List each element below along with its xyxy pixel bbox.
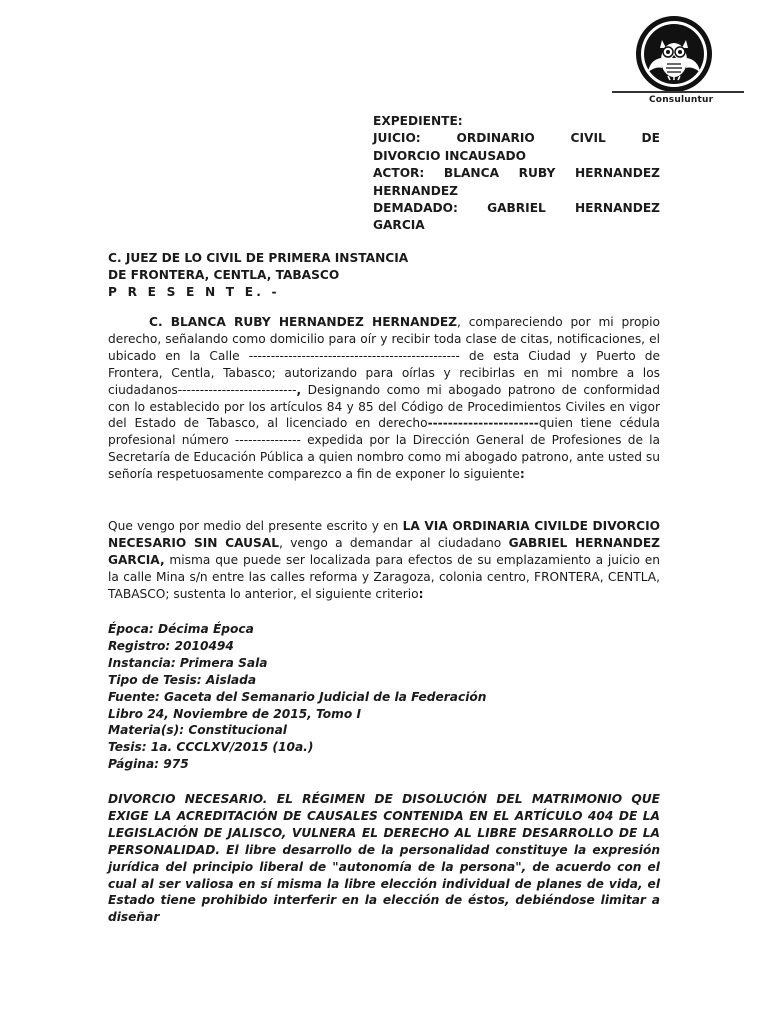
intro-text-a: , compareciendo por mi propio derecho, señalando como domicilio para oír y recibir toda clase de citas, notificaciones, el ubicado en la Calle ------------------------------------------------ de esta Ciudad y Puerto de Frontera, Centla, Tabasco; autorizando para oírlas y recibirlas en mi nombre a los ciudadanos--------------------------- bbox=[108, 315, 660, 397]
lawyer-blank: ---------------------- bbox=[427, 416, 539, 431]
logo-caption: Consuluntur bbox=[649, 95, 714, 105]
metadata-epoca: Época: Décima Época bbox=[108, 622, 254, 636]
metadata-fuente: Fuente: Gaceta del Semanario Judicial de la Federación bbox=[108, 689, 487, 704]
owl-seal-icon bbox=[634, 14, 714, 94]
metadata-libro: Libro 24, Noviembre de 2015, Tomo I bbox=[108, 706, 362, 721]
demandado-line-2: GARCIA bbox=[373, 218, 425, 233]
addressee-line-1: C. JUEZ DE LO CIVIL DE PRIMERA INSTANCIA bbox=[108, 251, 409, 265]
thesis-text bbox=[108, 791, 660, 926]
expediente-label: EXPEDIENTE: bbox=[373, 114, 463, 128]
claim-text-b: , vengo a demandar al ciudadano bbox=[279, 535, 509, 550]
claim-text-c: misma que puede ser localizada para efectos de su emplazamiento a juicio en la calle Mina s/n entre las calles reforma y Zaragoza, colonia centro, FRONTERA, CENTLA, TABASCO; sustenta lo anterior, el siguiente criterio bbox=[108, 552, 660, 601]
metadata-registro: Registro: 2010494 bbox=[108, 638, 234, 653]
thesis-body: El libre desarrollo de la personalidad constituye la expresión jurídica del principio liberal de "autonomía de la persona", de acuerdo con el cual al ser valiosa en sí misma la libre elección individual de planes de vida, el Estado tiene prohibido interferir en la elección de éstos, debiéndose limitar a diseñar bbox=[108, 842, 660, 925]
intro-paragraph bbox=[108, 314, 660, 483]
claim-via: LA VIA ORDINARIA CIVILDE DIVORCIO NECESARIO SIN CAUSAL bbox=[108, 519, 660, 550]
claim-colon: : bbox=[418, 586, 424, 601]
intro-separator: , bbox=[296, 382, 302, 397]
intro-text-b: Designando como mi abogado patrono de conformidad con lo establecido por los artículos 84 y 85 del Código de Procedimientos Civiles en vigor del Estado de Tabasco, al licenciado en derecho bbox=[108, 382, 660, 431]
intro-text-c: quien tiene cédula profesional número --------------- expedida por la Dirección General de Profesiones de la Secretaría de Educación Pública a quien nombro como mi abogado patrono, ante usted su señoría respetuosamente comparezco a fin de exponer lo siguiente bbox=[108, 416, 660, 482]
metadata-instancia: Instancia: Primera Sala bbox=[108, 655, 268, 670]
defendant-name: GABRIEL HERNANDEZ GARCIA, bbox=[108, 535, 661, 567]
plaintiff-name: C. BLANCA RUBY HERNANDEZ HERNANDEZ bbox=[149, 315, 458, 329]
demandado-line-1: DEMADADO: GABRIEL HERNANDEZ bbox=[373, 201, 660, 216]
metadata-materia: Materia(s): Constitucional bbox=[108, 723, 287, 738]
thesis-title: DIVORCIO NECESARIO. EL RÉGIMEN DE DISOLUCIÓN DEL MATRIMONIO QUE EXIGE LA ACREDITACIÓN DE CAUSALES CONTENIDA EN EL ARTÍCULO 404 DE LA LEGISLACIÓN DE JALISCO, VULNERA EL DERECHO AL LIBRE DESARROLLO DE LA PERSONALIDAD. bbox=[108, 792, 660, 857]
juicio-line-1: JUICIO: ORDINARIO CIVIL DE bbox=[373, 131, 660, 146]
intro-colon: : bbox=[519, 467, 525, 482]
juicio-line-2: DIVORCIO INCAUSADO bbox=[373, 148, 527, 163]
actor-line-2: HERNANDEZ bbox=[373, 183, 459, 198]
addressee-block bbox=[108, 250, 508, 301]
presente-line: P R E S E N T E. - bbox=[108, 285, 280, 299]
logo-divider bbox=[612, 91, 744, 93]
metadata-tipo: Tipo de Tesis: Aislada bbox=[108, 672, 257, 687]
claim-paragraph bbox=[108, 518, 660, 603]
addressee-line-2: DE FRONTERA, CENTLA, TABASCO bbox=[108, 268, 340, 282]
metadata-tesis: Tesis: 1a. CCCLXV/2015 (10a.) bbox=[108, 740, 314, 755]
case-header bbox=[373, 113, 660, 235]
metadata-pagina: Página: 975 bbox=[108, 757, 189, 772]
claim-text-a: Que vengo por medio del presente escrito y en bbox=[108, 519, 403, 533]
actor-line-1: ACTOR: BLANCA RUBY HERNANDEZ bbox=[373, 166, 660, 181]
thesis-metadata bbox=[108, 621, 608, 773]
